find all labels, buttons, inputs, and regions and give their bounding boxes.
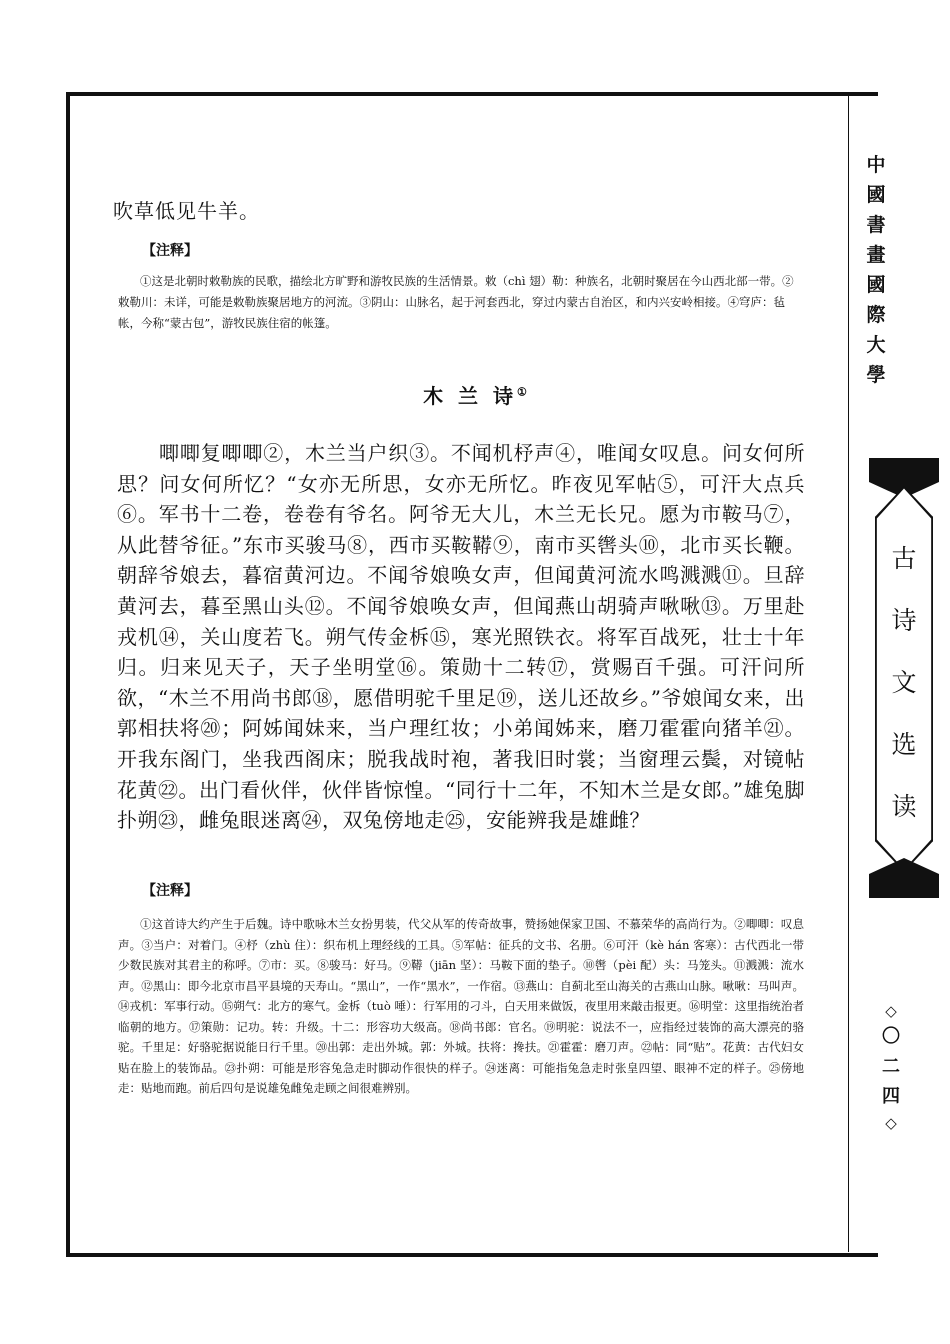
diamond-icon: ◇ [885,1002,897,1020]
panel-bottom-ornament [869,858,939,898]
notes-first-text: ①这是北朝时敕勒族的民歌，描绘北方旷野和游牧民族的生活情景。敕（chì 翅）勒：种族名，北朝时聚居在今山西北部一带。②敕勒川：未详，可能是敕勒族聚居地方的河流。③阴山：山脉名，起于河套西北，穿过内蒙古自治区，和内兴安岭相接。④穹庐：毡帐，今称“蒙古包”，游牧民族住宿的帐篷。 [118,274,794,330]
page-number [866,1000,916,1134]
university-char: 國 [866,274,886,296]
page-number-char: 四 [882,1086,900,1107]
page-number-char: 〇 [882,1026,900,1047]
notes-heading-first: 【注释】 [142,243,198,259]
page-number-char: 二 [882,1056,900,1077]
book-title-char: 古 [891,544,917,573]
book-title-char: 诗 [891,606,917,635]
poem-body: 唧唧复唧唧②，木兰当户织③。不闻机杼声④，唯闻女叹息。问女何所思？问女何所忆？“女亦无所思，女亦无所忆。昨夜见军帖⑤，可汗大点兵⑥。军书十二卷，卷卷有爷名。阿爷无大儿，木兰无长兄。愿为市鞍马⑦，从此替爷征。”东市买骏马⑧，西市买鞍鞯⑨，南市买辔头⑩，北市买长鞭。朝辞爷娘去，暮宿黄河边。不闻爷娘唤女声，但闻黄河流水鸣溅溅⑪。旦辞黄河去，暮至黑山头⑫。不闻爷娘唤女声，但闻燕山胡骑声啾啾⑬。万里赴戎机⑭，关山度若飞。朔气传金柝⑮，寒光照铁衣。将军百战死，壮士十年归。归来见天子，天子坐明堂⑯。策勋十二转⑰，赏赐百千强。可汗问所欲，“木兰不用尚书郎⑱，愿借明驼千里足⑲，送儿还故乡。”爷娘闻女来，出郭相扶将⑳；阿姊闻妹来，当户理红妆；小弟闻姊来，磨刀霍霍向猪羊㉑。开我东阁门，坐我西阁床；脱我战时袍，著我旧时裳；当窗理云鬓，对镜帖花黄㉒。出门看伙伴，伙伴皆惊惶。“同行十二年，不知木兰是女郎。”雄兔脚扑朔㉓，雌兔眼迷离㉔，双兔傍地走㉕，安能辨我是雄雌？ [117,441,805,833]
notes-heading-second: 【注释】 [142,883,198,899]
notes-second-text: ①这首诗大约产生于后魏。诗中歌咏木兰女扮男装，代父从军的传奇故事，赞扬她保家卫国、不慕荣华的高尚行为。②唧唧：叹息声。③当户：对着门。④杼（zhù 住）：织布机上理经线的工具。⑤军帖：征兵的文书、名册。⑥可汗（kè hán 客寒）：古代西北一带少数民族对其君主的称呼。⑦市：买。⑧骏马：好马。⑨鞯（jiān 坚）：马鞍下面的垫子。⑩辔（pèi 配）头：马笼头。⑪溅溅：流水声。⑫黑山：即今北京市昌平县境的天寿山。“黑山”，一作“黑水”，一作宿。⑬燕山：自蓟北至山海关的古燕山山脉。啾啾：马叫声。⑭戎机：军事行动。⑮朔气：北方的寒气。金柝（tuò 唾）：行军用的刁斗，白天用来做饭，夜里用来敲击报更。⑯明堂：这里指统治者临朝的地方。⑰策勋：记功。转：升级。十二：形容功大级高。⑱尚书郎：官名。⑲明驼：说法不一，应指经过装饰的高大漂亮的骆驼。千里足：好骆驼据说能日行千里。⑳出郭：走出外城。郭：外城。扶将：搀扶。㉑霍霍：磨刀声。㉒帖：同“贴”。花黄：古代妇女贴在脸上的装饰品。㉓扑朔：可能是形容兔急走时脚动作很快的样子。㉔迷离：可能指兔急走时张皇四望、眼神不定的样子。㉕傍地走：贴地而跑。前后四句是说雄兔雌兔走顾之间很难辨别。 [118,917,804,1095]
poem-title-footnote-mark: ① [517,385,527,399]
notes-first [118,271,802,334]
university-char: 畫 [866,244,886,266]
diamond-icon: ◇ [885,1114,897,1132]
sidebar-rule [848,92,849,1252]
university-char: 學 [866,364,886,386]
previous-poem-last-line: 吹草低见牛羊。 [113,199,260,223]
poem-title [0,380,950,409]
university-char: 中 [866,154,886,176]
university-char: 書 [866,214,886,236]
poem-title-text: 木 兰 诗 [423,384,518,408]
university-char: 際 [866,304,886,326]
notes-second [118,914,804,1099]
university-char: 國 [866,184,886,206]
book-title [869,528,939,838]
book-title-char: 选 [891,730,917,759]
book-title-panel [869,458,939,898]
book-title-char: 读 [891,792,917,821]
university-char: 大 [866,334,886,356]
university-name [858,150,894,390]
book-title-char: 文 [891,668,917,697]
poem-continuation [113,196,803,226]
